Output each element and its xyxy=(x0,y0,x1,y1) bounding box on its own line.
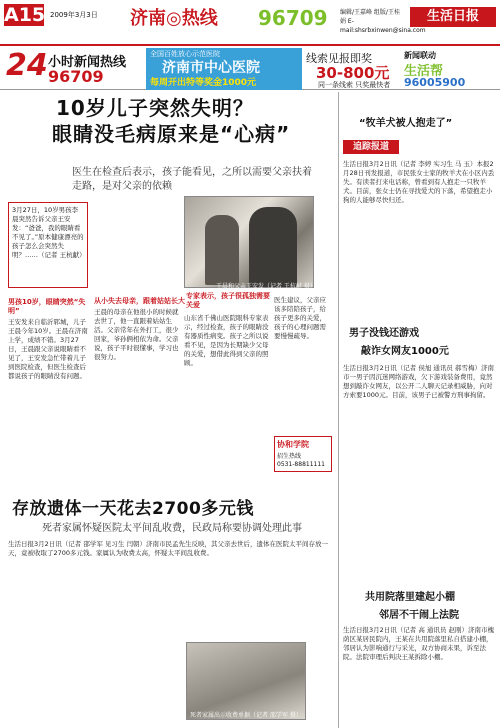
second-photo-caption: 死者家属出示收费单据（记者 邵学军 摄） xyxy=(190,712,302,719)
reward-amount: 30-800元 xyxy=(316,64,390,82)
shed-headline-a: 共用院落里建起小棚 xyxy=(365,592,455,603)
reward-label: 线索见报即奖 xyxy=(306,52,372,65)
shed-headline-b: 邻居不干闹上法院 xyxy=(379,610,459,621)
second-story-text: 生活日报3月2日讯（记者 邵学军 见习生 闫朝）济南市民孟先生反映，其父亲去世后，遗体在医院太平间存放一天，竟被收取了2700多元钱。家属认为收费太高，怀疑太平间乱收费。 xyxy=(8,540,328,557)
second-subheadline: 死者家属怀疑医院太平间乱收费，民政局称要协调处理此事 xyxy=(42,523,302,534)
col2-text: 王晨的母亲在他很小的时候就去世了，他一直跟着姑姑生活。父亲常年在外打工，很少回家，爷孙俩相依为命。父亲说，孩子平时很懂事，学习也很努力。 xyxy=(94,308,179,361)
right-column xyxy=(338,92,498,728)
second-headline: 存放遗体一天花去2700多元钱 xyxy=(12,499,254,519)
partner-number: 96005900 xyxy=(404,76,466,89)
brand-logo: 96709 xyxy=(258,6,328,30)
blackmail-headline-a: 男子没钱还游戏 xyxy=(349,328,419,339)
col3-text: 山东省千佛山医院眼科专家表示，经过检查，孩子的眼睛没有器质性病变。孩子之所以说看不见，是因为长期缺少父母的关爱，想借此得到父亲的照顾。 xyxy=(184,314,269,367)
blackmail-story-text: 生活日报3月2日讯（记者 侯旭 通讯员 郝雪梅）济南市一男子因沉迷网络游戏，欠下游戏装备费用，竟然想到敲诈女网友，以公开二人聊天记录相威胁，向对方索要1000元。目前，该男子已被警方刑事拘留。 xyxy=(343,364,494,399)
issue-date: 2009年3月3日 xyxy=(50,11,98,19)
dog-story-headline: “牧羊犬被人抱走了” xyxy=(359,118,453,129)
partner-label: 新闻联动 xyxy=(404,51,436,60)
hotline-hours: 24 xyxy=(6,48,48,83)
newspaper-name: 生活日报 xyxy=(410,7,496,27)
hotline-number: 96709 xyxy=(48,67,104,86)
hospital-ad-name: 济南市中心医院 xyxy=(162,60,260,76)
main-subheadline: 医生在检查后表示，孩子能看见，之所以需要父亲扶着走路，是对父亲的依赖 xyxy=(72,167,312,192)
school-ad-line1: 招生热线 xyxy=(277,453,302,460)
col1-subhead: 男孩10岁，眼睛突然“失明” xyxy=(8,298,86,315)
main-photo-caption: 王晨和父亲王安发（记者 王杭献 摄） xyxy=(216,283,316,290)
editor-info: 编辑/王嘉峰 组版/王桂娟 E-mail:shsrbxinwen@sina.com xyxy=(340,9,426,34)
main-headline-line2: 眼睛没毛病原来是“心病” xyxy=(52,122,291,146)
shed-story-text: 生活日报3月2日讯（记者 高 通讯员 赵刚）济南市槐荫区某居民院内，王某在共用院落里私自搭建小棚，邻居认为影响通行与采光，双方协商未果，诉至法院。法院审理后判决王某拆除小棚。 xyxy=(343,626,494,661)
school-ad-line2: 0531-88811111 xyxy=(277,461,325,468)
follow-up-tag: 追踪报道 xyxy=(343,140,399,154)
hospital-ad-top: 全国百姓放心示范医院 xyxy=(150,50,220,58)
hospital-ad xyxy=(146,48,302,90)
second-photo xyxy=(186,642,306,720)
banner-ad xyxy=(0,46,500,90)
main-photo xyxy=(184,196,314,288)
col4-text: 医生建议，父亲应该多陪陪孩子，给孩子更多的关爱，孩子的心理问题需要慢慢疏导。 xyxy=(274,296,326,340)
hospital-ad-slogan: 每周开出特等奖金1000元 xyxy=(150,78,257,88)
col3-subhead: 专家表示，孩子很孤独需要关爱 xyxy=(186,292,270,309)
section-title: 济南◎热线 xyxy=(130,8,218,29)
page-header xyxy=(0,0,500,46)
photo-boy xyxy=(205,215,239,285)
main-headline-line1: 10岁儿子突然失明？ xyxy=(56,96,254,120)
hotline-label: 小时新闻热线 xyxy=(48,55,127,70)
photo-father xyxy=(249,207,297,287)
partner-name: 生活帮 xyxy=(404,64,444,79)
school-ad xyxy=(274,436,332,472)
col2-subhead: 从小失去母亲，跟着姑姑长大 xyxy=(94,297,185,305)
blackmail-headline-b: 敲诈女网友1000元 xyxy=(361,346,449,357)
dog-story-text: 生活日报3月2日讯（记者 李婷 实习生 马 玉）本报2月28日刊发报道，市民张女士家的牧羊犬在小区内丢失。有读者打来电话称，曾看到有人抱走一只牧羊犬。目前，张女士仍在寻找爱犬的下落，希望抱走小狗的人能够尽快归还。 xyxy=(343,160,495,204)
reward-note: 同一条线索 只奖最快者 xyxy=(318,81,391,89)
school-ad-name: 协和学院 xyxy=(277,440,309,449)
col1-text: 王安发来自临沂郓城，儿子王晨今年10岁。王晨在济南上学，成绩不错。3月27日，王晨跟父亲说眼睛看不见了，王安发急忙带着儿子到医院检查，但医生检查后都说孩子的眼睛没有问题。 xyxy=(8,318,88,380)
main-lead: 3月27日，10岁男孩李晨突然告诉父亲王安发：“爸爸，我的眼睛看不见了。”原本健康漂亮的孩子怎么会突然失明？……（记者 王杭献） xyxy=(8,202,88,288)
page-number: A15 xyxy=(4,4,46,26)
